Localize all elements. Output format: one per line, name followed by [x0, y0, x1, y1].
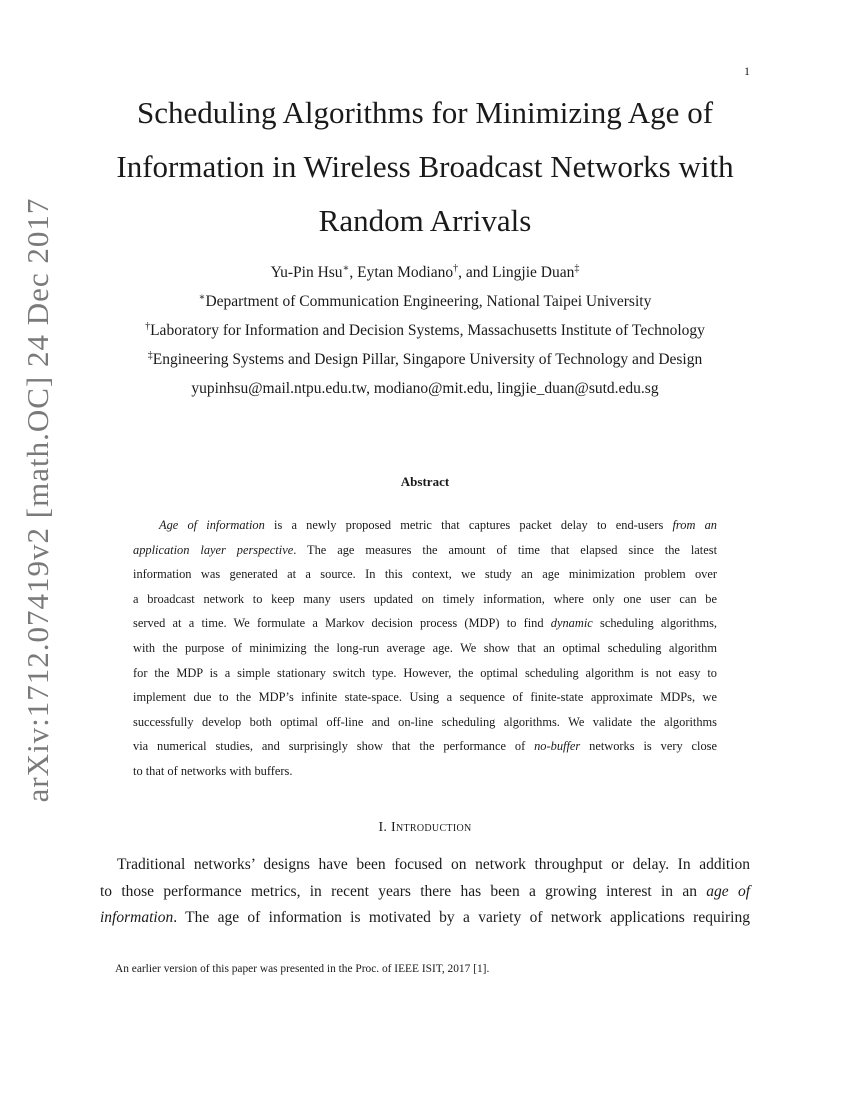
abstract-line-text: scheduling algorithms, [592, 616, 717, 631]
abstract-line-text: is a newly proposed metric that captures packet delay to end-users [264, 518, 673, 532]
body-line [100, 905, 750, 932]
abstract-line [133, 538, 717, 563]
affiliation-text: Laboratory for Information and Decision Systems, Massachusetts Institute of Technology [150, 322, 705, 339]
abstract-line [133, 513, 717, 538]
affiliation-line [0, 345, 850, 374]
affiliation-mark: ‡ [147, 349, 153, 361]
body-line: Traditional networks’ designs have been focused on network throughput or delay. In addition [117, 856, 750, 873]
abstract-line-text: served at a time. We formulate a Markov decision process (MDP) to find [133, 616, 551, 631]
emphasis-text: from an [672, 518, 718, 532]
affiliation-mark: ∗ [198, 291, 206, 303]
emphasis-text: age of [706, 882, 751, 900]
affiliation-mark: † [145, 320, 151, 332]
author-separator: , and [458, 264, 493, 281]
section-number: I. [378, 820, 392, 835]
body-line-text: to those performance metrics, in recent years there has been a growing interest in an [100, 882, 707, 900]
author-name: Lingjie Duan [492, 264, 575, 281]
abstract-text [133, 513, 717, 784]
abstract-line-text: via numerical studies, and surprisingly show that the performance of [133, 739, 535, 754]
section-title: Introduction [391, 820, 472, 835]
author-name: Yu-Pin Hsu [270, 264, 343, 281]
page-number: 1 [744, 64, 750, 78]
author-name: Eytan Modiano [357, 264, 454, 281]
affiliation-text: Engineering Systems and Design Pillar, Singapore University of Technology and Design [152, 351, 703, 368]
title-line-2: Information in Wireless Broadcast Networks with [116, 149, 734, 184]
affiliation-text: Department of Communication Engineering, National Taipei University [205, 293, 652, 310]
body-line-text: . The age of information is motivated by a variety of network applications requiring [173, 909, 750, 926]
author-separator: , [349, 264, 358, 281]
title-line-1: Scheduling Algorithms for Minimizing Age of [136, 95, 714, 130]
author-footnote-mark: † [453, 262, 459, 274]
author-list [0, 258, 850, 287]
author-footnote-mark: ∗ [342, 262, 350, 274]
title-line-3: Random Arrivals [318, 203, 532, 238]
introduction-text [100, 852, 750, 932]
author-emails: yupinhsu@mail.ntpu.edu.tw, modiano@mit.edu, lingjie_duan@sutd.edu.sg [191, 380, 659, 397]
abstract-heading: Abstract [400, 474, 450, 489]
abstract-line: information was generated at a source. In this context, we study an age minimization problem over [133, 567, 717, 582]
emphasis-text: no-buffer [534, 739, 581, 754]
abstract-line: for the MDP is a simple stationary switch type. However, the optimal scheduling algorithm is not easy to [133, 665, 717, 680]
abstract-line-text: networks is very close [580, 739, 718, 754]
footnote: An earlier version of this paper was presented in the Proc. of IEEE ISIT, 2017 [1]. [115, 963, 490, 975]
emphasis-text: information [100, 909, 174, 926]
abstract-line: a broadcast network to keep many users updated on timely information, where only one user can be [133, 591, 717, 606]
emphasis-text: dynamic [550, 616, 593, 631]
arxiv-identifier-stamp: arXiv:1712.07419v2 [math.OC] 24 Dec 2017 [20, 197, 55, 803]
abstract-line [133, 611, 717, 636]
paper-title [0, 86, 850, 248]
emphasis-text: application layer perspective [133, 542, 294, 557]
abstract-line: successfully develop both optimal off-line and on-line scheduling algorithms. We validate the algorithms [133, 714, 717, 729]
body-line [100, 879, 750, 906]
abstract-line: to that of networks with buffers. [133, 763, 293, 778]
affiliation-line [0, 287, 850, 316]
abstract-line: with the purpose of minimizing the long-run average age. We show that an optimal scheduling algorithm [133, 640, 717, 655]
abstract-line: implement due to the MDP’s infinite state-space. Using a sequence of finite-state approximate MDPs, we [133, 690, 717, 705]
emphasis-text: Age of information [159, 518, 265, 532]
affiliation-line [0, 316, 850, 345]
author-block [0, 258, 850, 403]
author-footnote-mark: ‡ [574, 262, 580, 274]
abstract-line-text: . The age measures the amount of time that elapsed since the latest [293, 542, 718, 557]
section-heading [0, 820, 850, 836]
abstract-line [133, 734, 717, 759]
